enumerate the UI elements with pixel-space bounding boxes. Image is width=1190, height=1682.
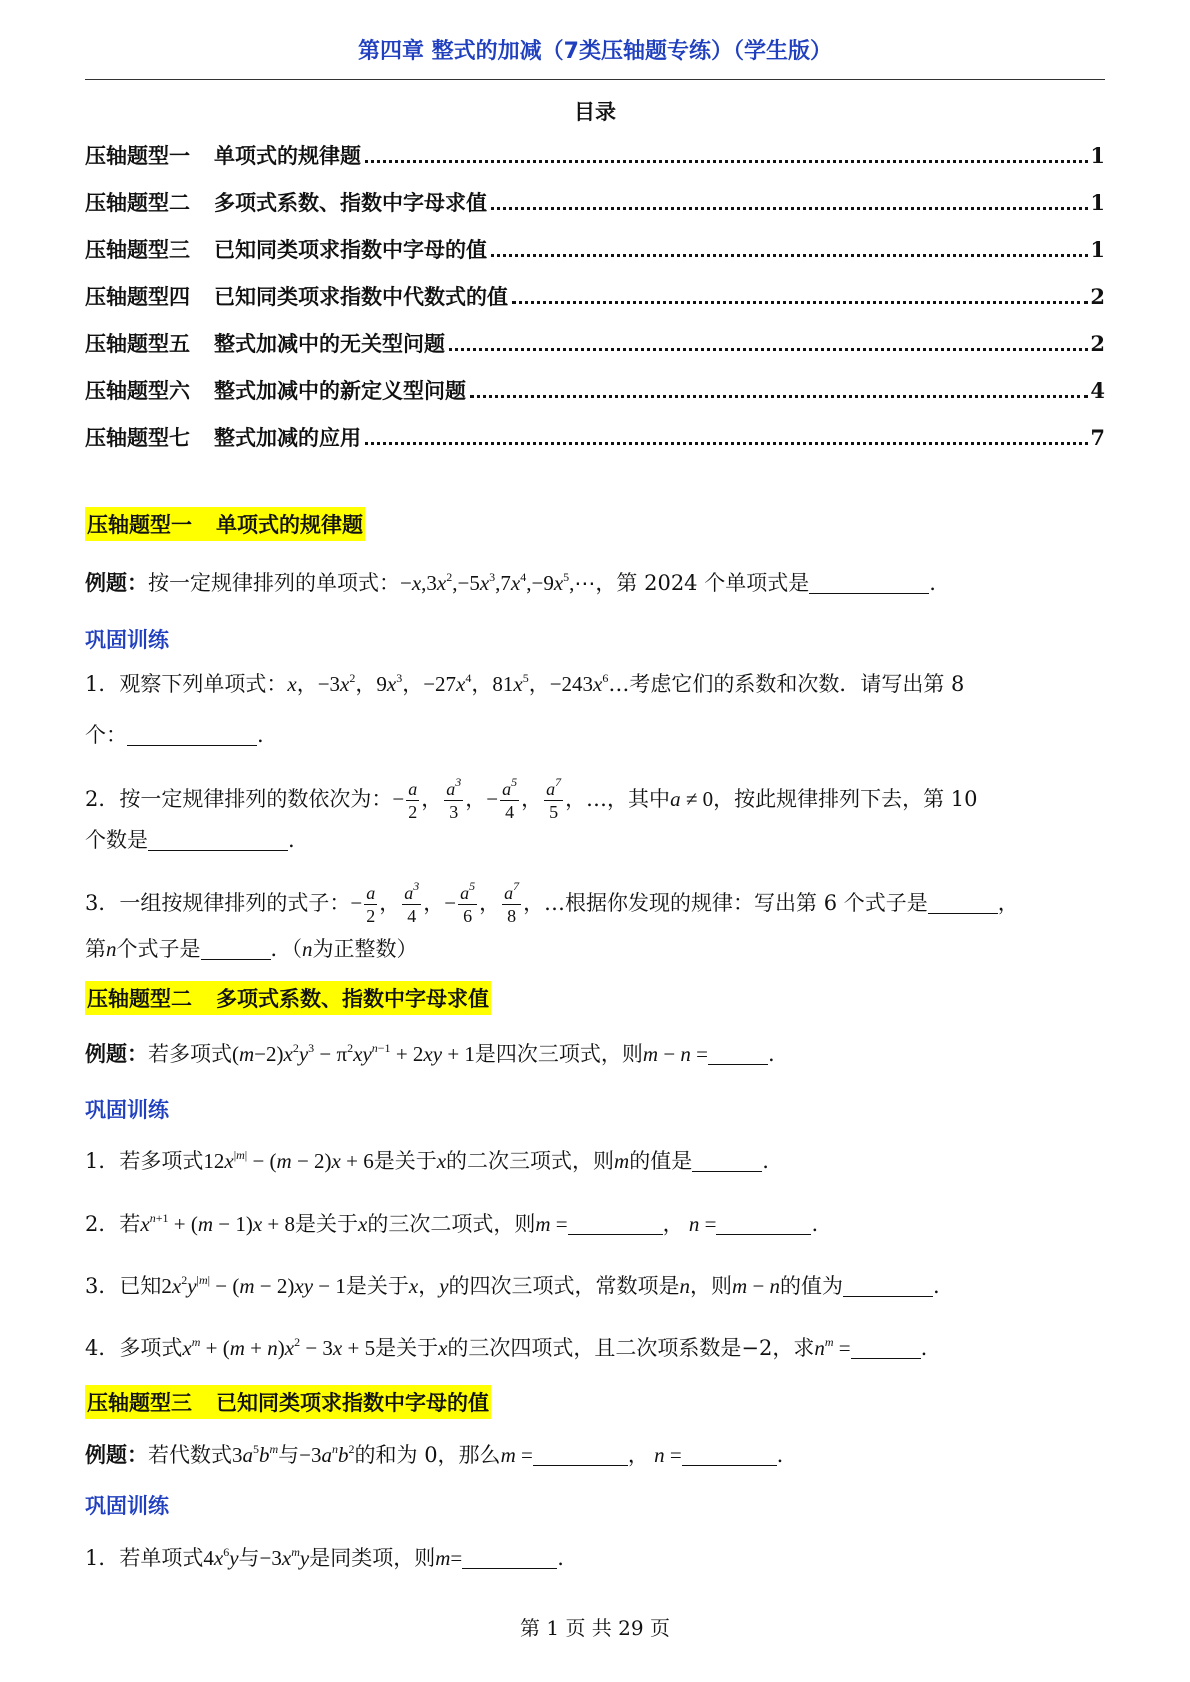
answer-blank[interactable] [809,571,929,594]
section2-q3: 3．已知$2x^2y^{|m|} - (m - 2)xy - 1$是关于x，y的四次三项式，常数项是n，则m − n的值为 . [85,1273,940,1298]
section2-example: 例题：若多项式$(m-2)x^2y^3 - \pi^2xy^{n-1} + 2xy + 1$是四次三项式，则m − n = . [85,1041,775,1066]
section-heading-2: 压轴题型二 多项式系数、指数中字母求值 [85,981,491,1015]
section-heading-3: 压轴题型三 已知同类项求指数中字母的值 [85,1385,491,1419]
section3-example: 例题：若代数式$3a^5b^m$与$-3a^nb^2$的和为 0，那么m = ， n = . [85,1442,784,1467]
section2-q2: 2．若$x^{n+1} + (m - 1)x + 8$是关于x的三次二项式，则m = ， n = . [85,1211,819,1236]
toc-entry[interactable]: 压轴题型七 整式加减的应用 7 [85,425,1105,450]
answer-blank[interactable] [533,1443,628,1466]
section2-q1: 1．若多项式$12x^{|m|} - (m - 2)x + 6$是关于x的二次三项式，则m的值是 . [85,1148,769,1173]
answer-blank[interactable] [568,1212,663,1235]
toc-entry[interactable]: 压轴题型二 多项式系数、指数中字母求值 1 [85,190,1105,215]
practice-label: 巩固训练 [85,1098,169,1122]
answer-blank[interactable] [928,891,998,914]
answer-blank[interactable] [201,937,271,960]
toc-entry[interactable]: 压轴题型四 已知同类项求指数中代数式的值 2 [85,284,1105,309]
table-of-contents [85,140,1105,469]
section1-q1-line2: 个： . [85,723,264,747]
answer-blank[interactable] [462,1546,557,1569]
section3-q1: 1．若单项式$4x^6y$与$-3x^my$是同类项，则m= . [85,1545,564,1570]
toc-entry[interactable]: 压轴题型六 整式加减中的新定义型问题 4 [85,378,1105,403]
toc-title: 目录 [574,100,616,124]
toc-entry[interactable]: 压轴题型五 整式加减中的无关型问题 2 [85,331,1105,356]
answer-blank[interactable] [148,828,288,851]
header-divider [85,79,1105,80]
document-header-title: 第四章 整式的加减（7类压轴题专练）（学生版） [358,39,832,64]
section1-q3-line2: 第n个式子是 ．（n为正整数） [85,937,418,961]
section1-q1: 1．观察下列单项式：x，$-3x^2$，$9x^3$，$-27x^4$，$81x^5$，$-243x^6\dots$考虑它们的系数和次数．请写出第 8 [85,671,965,696]
toc-entry[interactable]: 压轴题型一 单项式的规律题 1 [85,143,1105,168]
answer-blank[interactable] [708,1042,768,1065]
toc-entry[interactable]: 压轴题型三 已知同类项求指数中字母的值 1 [85,237,1105,262]
answer-blank[interactable] [851,1336,921,1359]
section1-q2-line2: 个数是 . [85,828,295,852]
answer-blank[interactable] [843,1274,933,1297]
section2-q4: 4．多项式$x^m + (m + n)x^2 - 3x + 5$是关于x的三次四项式，且二次项系数是−2，求$n^m$ = . [85,1335,928,1360]
page-footer: 第 1 页 共 29 页 [520,1616,670,1640]
answer-blank[interactable] [682,1443,777,1466]
section1-q3: 3．一组按规律排列的式子：− $\frac{a}{2}$ ， $\frac{a^3}{4}$ ，− $\frac{a^5}{6}$ ， $\frac{a^7}{8}$ ，…根据你发现的规律：写出第 6 个式子是 ， [85,879,1019,926]
section-heading-1: 压轴题型一 单项式的规律题 [85,507,365,541]
practice-label: 巩固训练 [85,628,169,652]
answer-blank[interactable] [127,723,257,746]
answer-blank[interactable] [716,1212,811,1235]
answer-blank[interactable] [692,1149,762,1172]
section1-example: 例题：按一定规律排列的单项式：$-x,3x^2,-5x^3,7x^4,-9x^5,\cdots$，第 2024 个单项式是 . [85,570,936,595]
section1-q2: 2．按一定规律排列的数依次为：− $\frac{a}{2}$ ， $\frac{a^3}{3}$ ，− $\frac{a^5}{4}$ ， $\frac{a^7}{5}$ ，…，其中a ≠ 0，按此规律排列下去，第 10 [85,775,978,822]
practice-label: 巩固训练 [85,1494,169,1518]
